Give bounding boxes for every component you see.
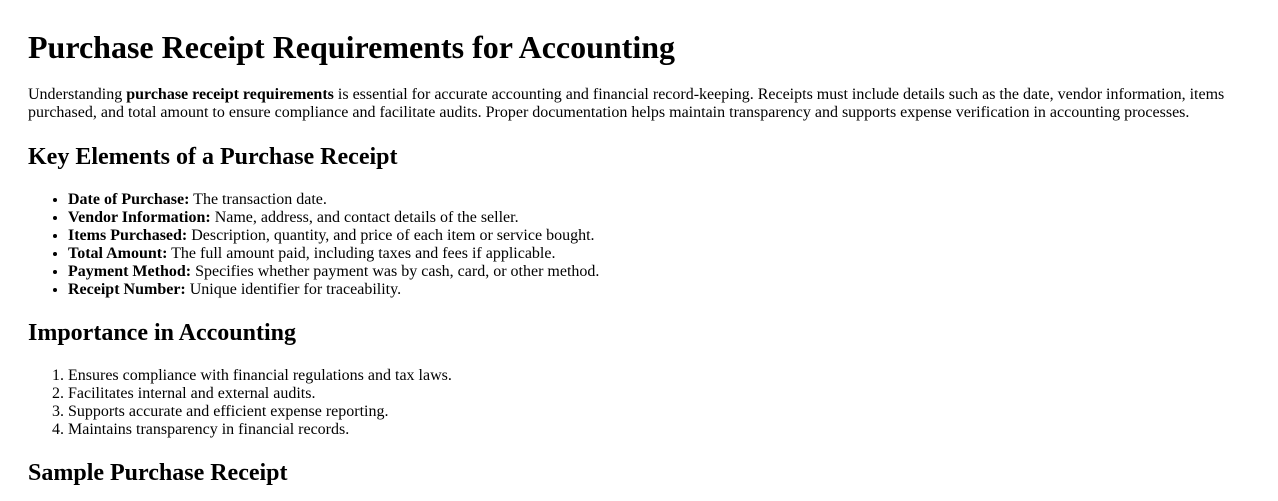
list-item [68,281,1250,299]
list-item-text: Name, address, and contact details of the seller. [210,209,519,226]
list-item [68,209,1250,227]
intro-text-end: is essential for accurate accounting and financial record-keeping. Receipts must include details such as the date, vendor information, items purchased, and total amount to ensure compliance and facilitate audits. Proper documentation helps maintain transparency and supports expense verification in accounting processes. [28,86,1225,121]
key-elements-heading: Key Elements of a Purchase Receipt [28,144,398,170]
list-item [68,191,1250,209]
list-item-text: The full amount paid, including taxes and fees if applicable. [167,245,556,262]
list-item-label: Vendor Information: [68,209,211,226]
list-item: 4. Maintains transparency in financial records. [68,421,1250,439]
importance-list [28,367,1250,439]
list-item-label: Payment Method: [68,263,192,280]
list-item-text: The transaction date. [189,191,327,208]
list-item: 1. Ensures compliance with financial regulations and tax laws. [68,367,1250,385]
importance-heading: Importance in Accounting [28,320,297,346]
intro-paragraph [28,86,1250,122]
list-item-label: Items Purchased: [68,227,188,244]
intro-bold-term: purchase receipt requirements [126,86,334,103]
key-elements-list [28,191,1250,299]
intro-text-start: Understanding [28,86,127,103]
list-item: 2. Facilitates internal and external audits. [68,385,1250,403]
list-item: 3. Supports accurate and efficient expense reporting. [68,403,1250,421]
list-item-label: Receipt Number: [68,281,186,298]
list-item-label: Date of Purchase: [68,191,190,208]
list-item [68,227,1250,245]
list-item-label: Total Amount: [68,245,168,262]
list-item-text: Specifies whether payment was by cash, card, or other method. [191,263,600,280]
list-item-text: Description, quantity, and price of each item or service bought. [187,227,595,244]
list-item [68,263,1250,281]
sample-receipt-heading: Sample Purchase Receipt [28,460,288,486]
list-item-text: Unique identifier for traceability. [185,281,402,298]
page-title: Purchase Receipt Requirements for Accounting [28,29,676,65]
list-item [68,245,1250,263]
